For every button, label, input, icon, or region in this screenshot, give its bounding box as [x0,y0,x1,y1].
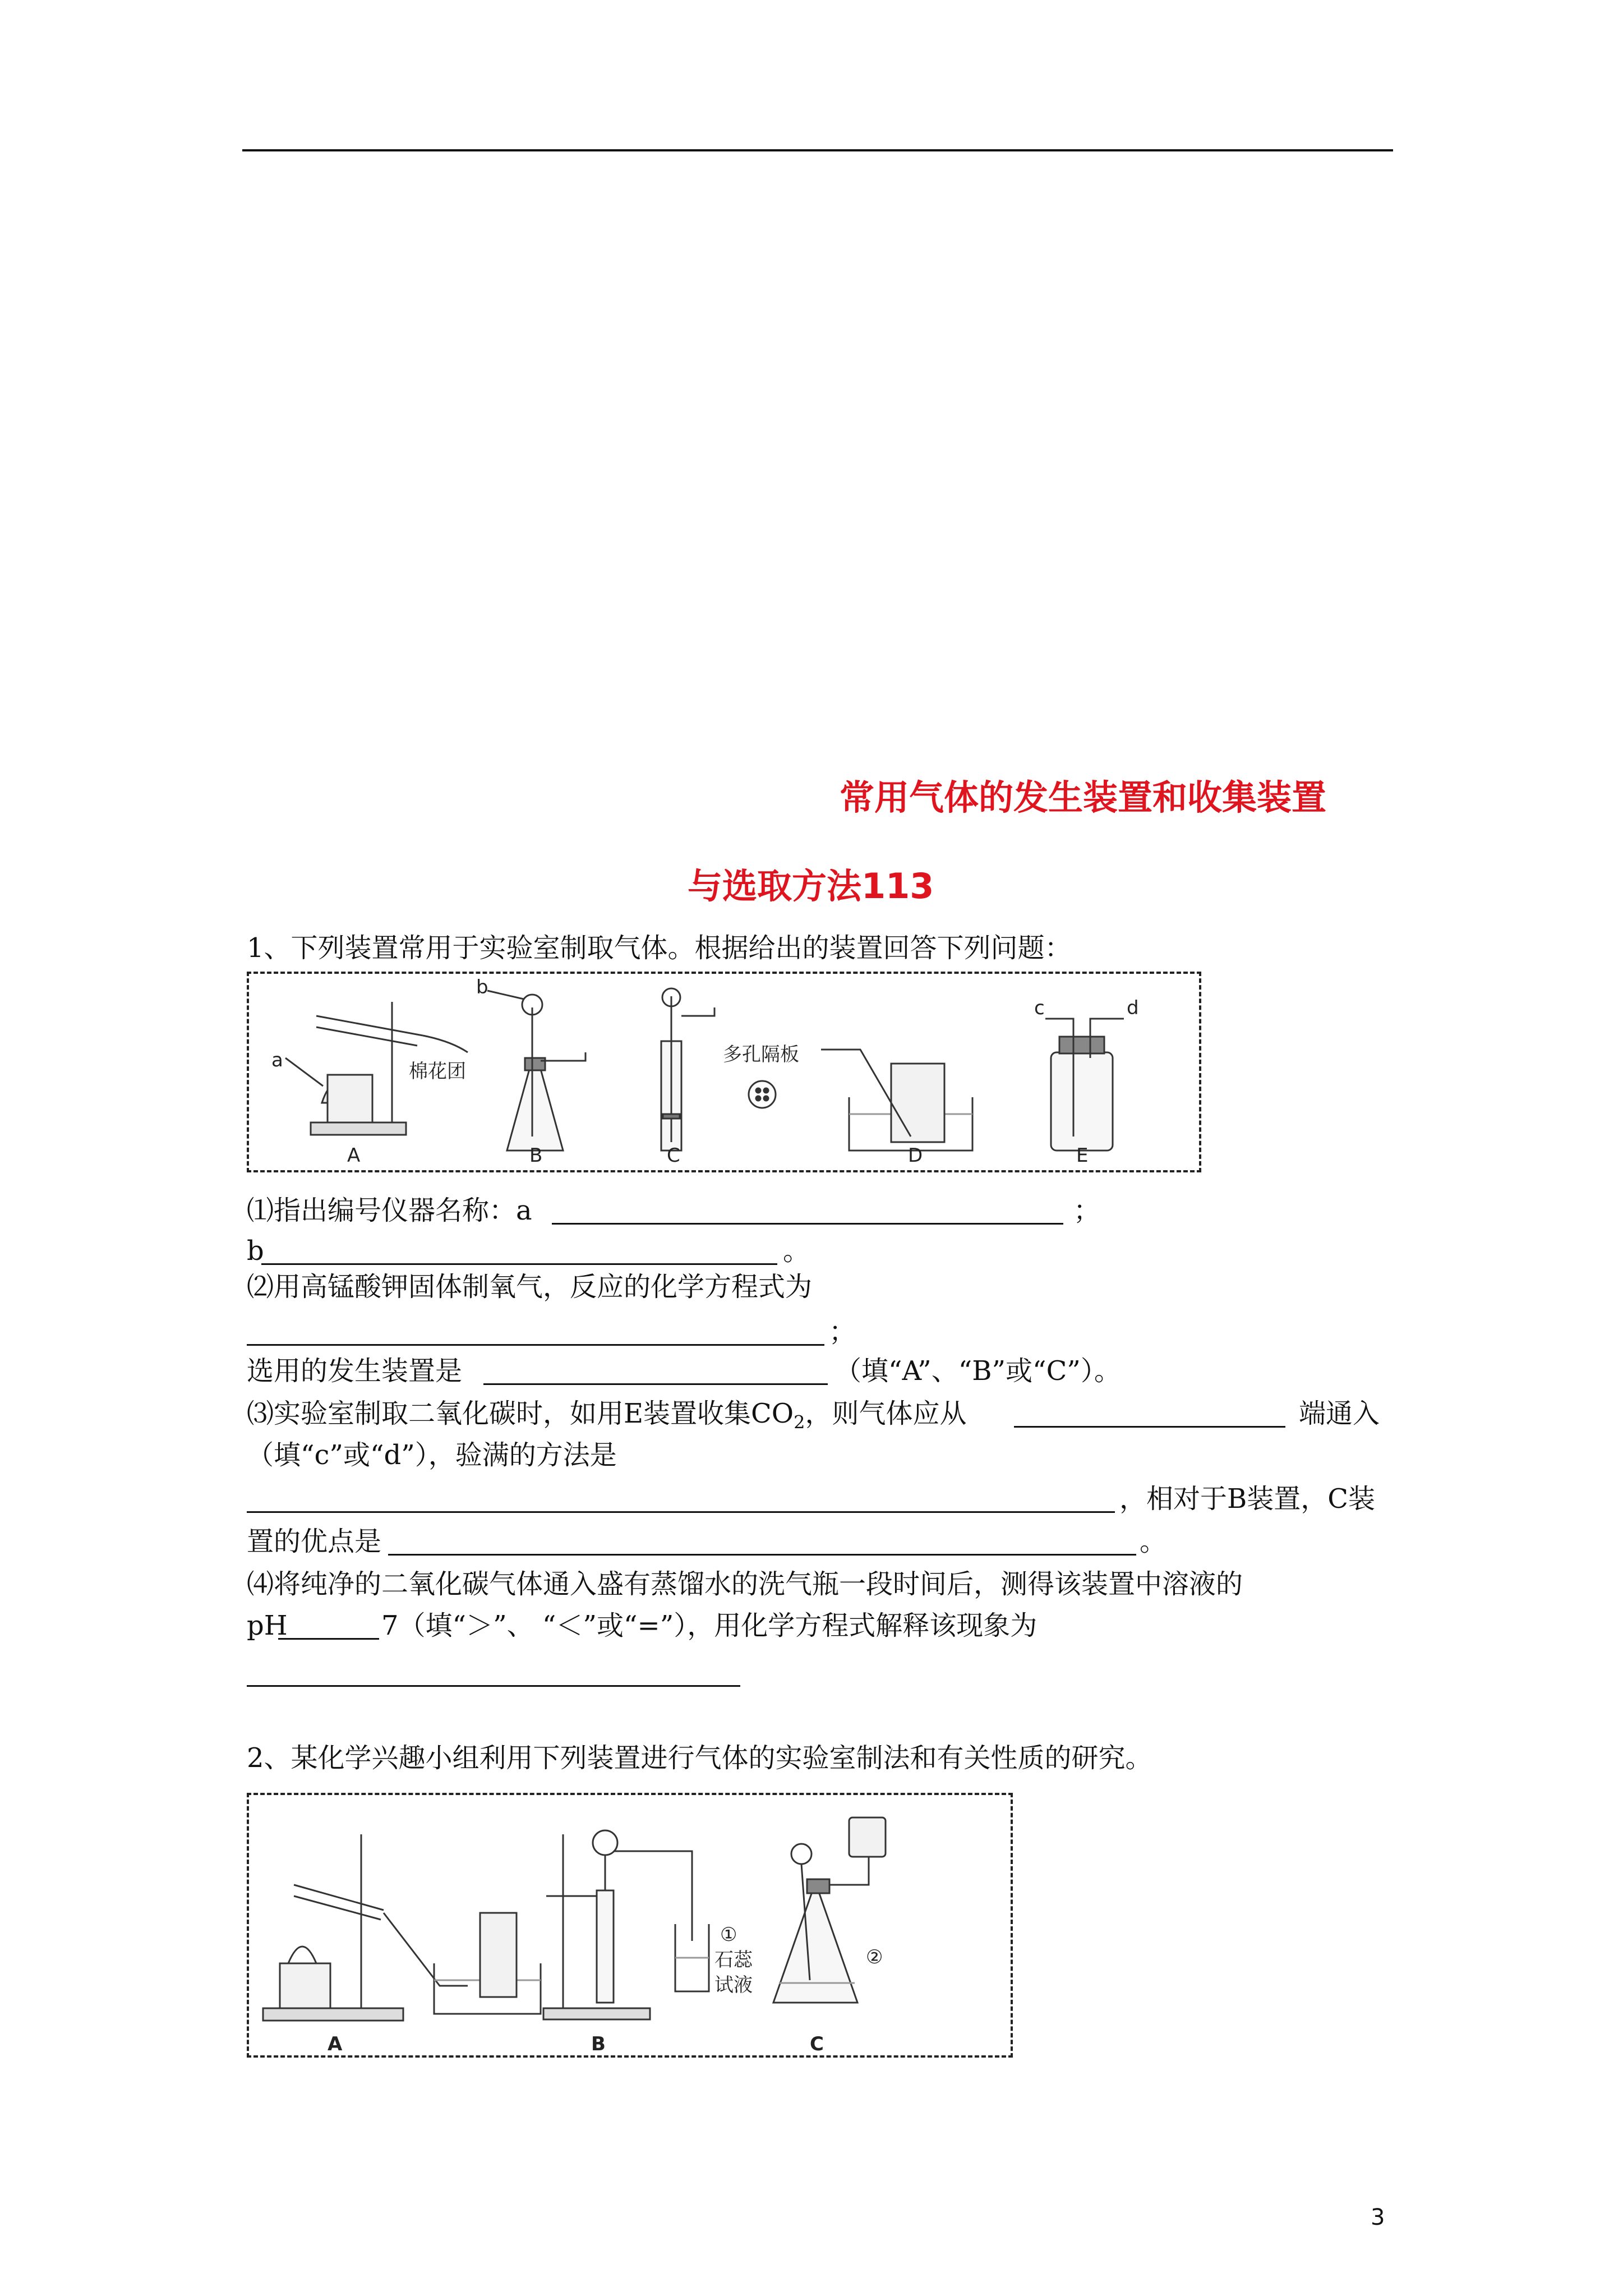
q2-label-litmus-2: 试液 [714,1974,753,1996]
label-c: c [1034,997,1045,1019]
q2-label-circle1: ① [720,1924,737,1946]
q1-p1-period: 。 [783,1235,810,1267]
blank-inlet[interactable] [1014,1426,1285,1428]
blank-equation-2[interactable] [247,1685,740,1687]
label-C: C [667,1144,680,1167]
q1-p4-ph: pH [247,1610,288,1641]
q1-p1-b: b [247,1235,264,1267]
q1-p2-semicolon: ； [829,1316,856,1347]
q2-label-C: C [810,2033,824,2055]
title-line-2: 与选取方法113 [688,866,934,907]
label-a: a [271,1049,283,1071]
q1-p2-choose: 选用的发生装置是 [247,1355,463,1387]
label-d: d [1127,997,1139,1019]
q1-apparatus-diagram [249,974,1204,1175]
q1-p2: ⑵用高锰酸钾固体制氧气，反应的化学方程式为 [247,1271,813,1303]
q1-p3-line4: 置的优点是 [247,1526,382,1557]
q1-p3-end: 端通入 [1299,1398,1380,1429]
q1-p3-line3-tail: ，相对于B装置，C装 [1119,1483,1376,1515]
q2-label-A: A [328,2033,343,2055]
label-porous-plate: 多孔隔板 [723,1043,799,1066]
blank-b[interactable] [261,1263,777,1265]
q2-figure [247,1793,1013,2058]
q1-p3-line2: （填“c”或“d”），验满的方法是 [247,1439,617,1471]
page-number: 3 [1371,2205,1385,2230]
q1-figure [247,972,1201,1172]
q1-intro: 1、下列装置常用于实验室制取气体。根据给出的装置回答下列问题： [247,932,1072,964]
title-line-1: 常用气体的发生装置和收集装置 [840,777,1327,818]
label-D: D [908,1144,923,1167]
q1-p2-choose-tail: （填“A”、“B”或“C”）。 [834,1355,1121,1387]
q1-p3-line4-end: 。 [1140,1526,1167,1557]
q1-p4: ⑷将纯净的二氧化碳气体通入盛有蒸馏水的洗气瓶一段时间后，测得该装置中溶液的 [247,1568,1243,1600]
q2-apparatus-diagram [249,1795,1015,2060]
q1-p1-a: ⑴指出编号仪器名称：a [247,1195,532,1226]
q1-p1-semicolon: ； [1073,1195,1101,1226]
blank-ph[interactable] [278,1638,379,1640]
label-E: E [1076,1144,1089,1167]
label-cotton: 棉花团 [409,1060,466,1083]
q1-p3: ⑶实验室制取二氧化碳时，如用E装置收集$CO_2$，则气体应从 [247,1398,967,1433]
q1-p4-tail: 7（填“＞”、 “＜”或“=”），用化学方程式解释该现象为 [381,1610,1038,1641]
blank-equation-1[interactable] [247,1344,824,1346]
q2-label-B: B [591,2033,606,2055]
label-A: A [347,1144,361,1167]
header-rule [242,149,1393,151]
label-b: b [476,976,488,999]
blank-verify-method[interactable] [247,1511,1115,1513]
blank-advantage[interactable] [388,1554,1136,1556]
blank-a[interactable] [552,1223,1063,1225]
q2-label-litmus-1: 石蕊 [714,1949,753,1971]
label-B: B [529,1144,543,1167]
q2-intro: 2、某化学兴趣小组利用下列装置进行气体的实验室制法和有关性质的研究。 [247,1742,1152,1774]
blank-generator[interactable] [483,1383,828,1385]
q2-label-circle2: ② [866,1946,883,1968]
